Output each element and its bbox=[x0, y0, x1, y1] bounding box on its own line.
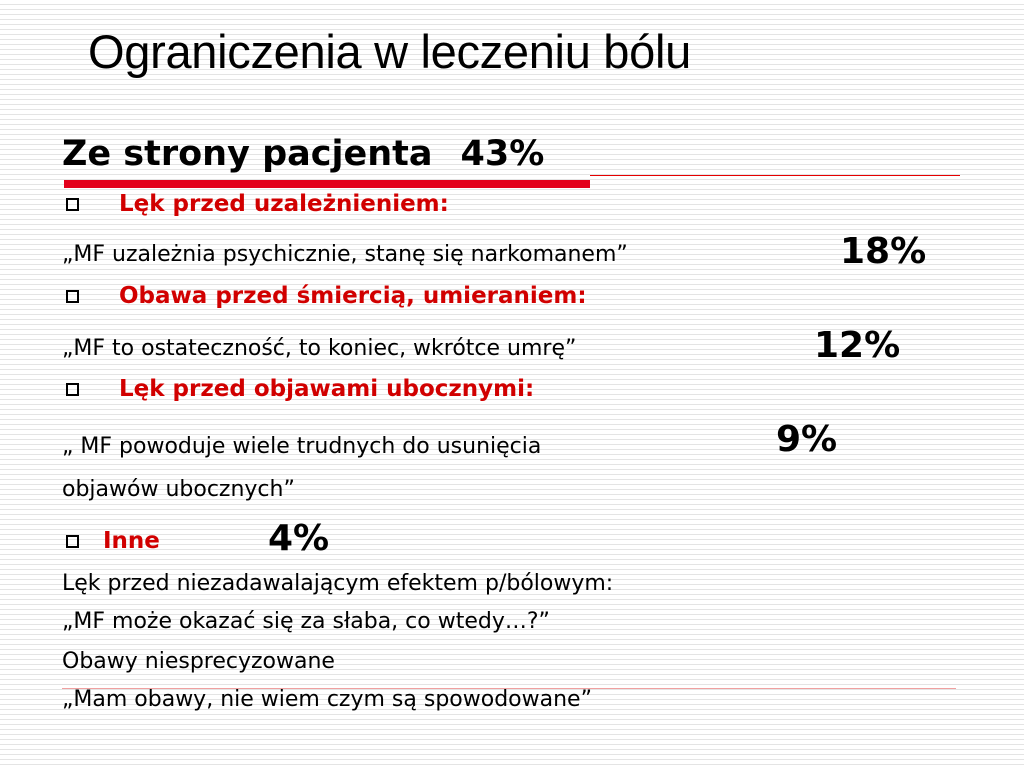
section-label: Ze strony pacjenta bbox=[62, 134, 433, 174]
slide-title: Ograniczenia w leczeniu bólu bbox=[88, 25, 691, 78]
bullet-heading: Lęk przed objawami ubocznymi: bbox=[119, 376, 535, 402]
square-bullet-icon bbox=[66, 198, 79, 211]
percent-value: 12% bbox=[814, 325, 901, 366]
bullet-item-1 bbox=[66, 191, 449, 217]
bullet-heading: Lęk przed uzależnieniem: bbox=[119, 191, 449, 217]
square-bullet-icon bbox=[66, 383, 79, 396]
text-line: „MF może okazać się za słaba, co wtedy…?” bbox=[62, 609, 550, 634]
quote-line-continued: objawów ubocznych” bbox=[62, 477, 295, 502]
percent-value: 9% bbox=[776, 419, 838, 460]
red-accent-bar bbox=[64, 180, 590, 188]
text-line: „Mam obawy, nie wiem czym są spowodowane” bbox=[62, 687, 592, 712]
bullet-item-3 bbox=[66, 376, 534, 402]
text-line: Obawy niesprecyzowane bbox=[62, 649, 335, 674]
bullet-item-4 bbox=[66, 528, 160, 554]
bullet-heading: Obawa przed śmiercią, umieraniem: bbox=[119, 283, 587, 309]
bullet-heading: Inne bbox=[103, 528, 160, 554]
section-percent: 43% bbox=[460, 134, 545, 174]
square-bullet-icon bbox=[66, 535, 79, 548]
quote-line: „MF uzależnia psychicznie, stanę się narkomanem” bbox=[62, 242, 628, 267]
quote-line: „MF to ostateczność, to koniec, wkrótce umrę” bbox=[62, 336, 577, 361]
text-line: Lęk przed niezadawalającym efektem p/bólowym: bbox=[62, 571, 614, 596]
section-heading bbox=[62, 134, 544, 174]
square-bullet-icon bbox=[66, 290, 79, 303]
quote-line: „ MF powoduje wiele trudnych do usunięcia bbox=[62, 434, 542, 459]
bullet-item-2 bbox=[66, 283, 587, 309]
percent-value: 18% bbox=[840, 231, 927, 272]
divider-line-top bbox=[590, 175, 960, 176]
percent-value: 4% bbox=[268, 518, 330, 559]
